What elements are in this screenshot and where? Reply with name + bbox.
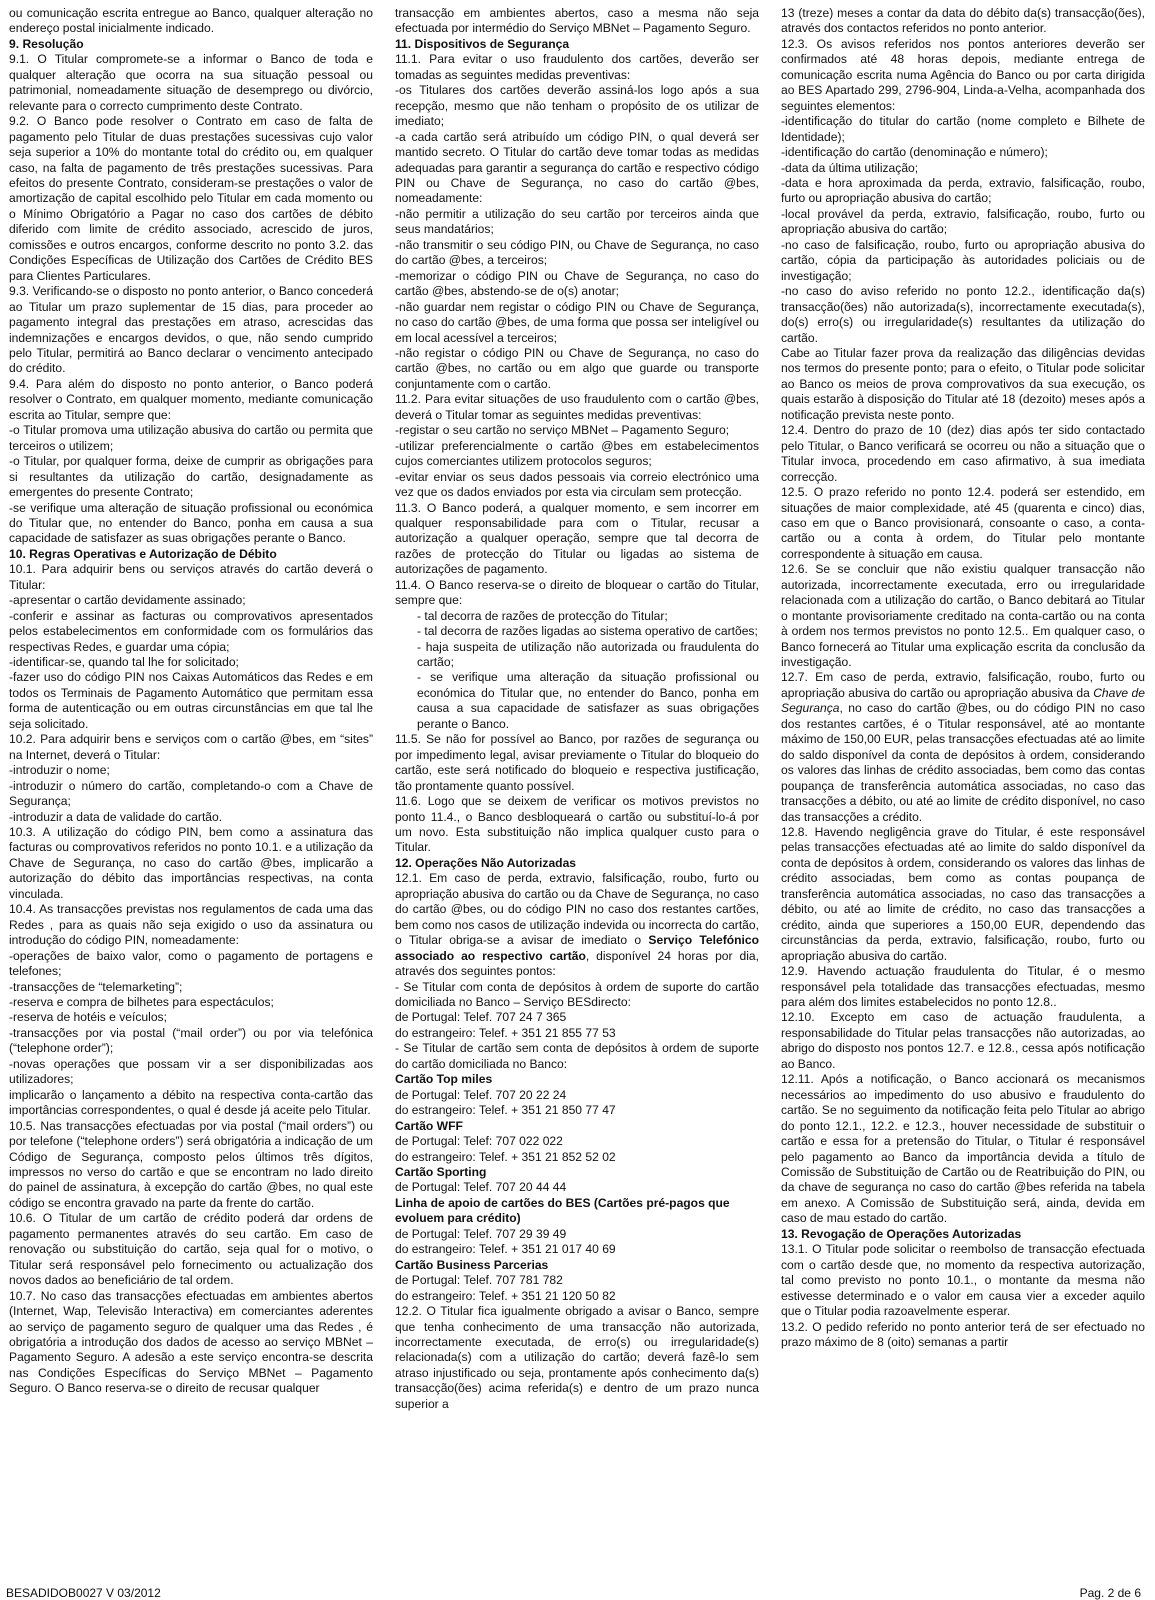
- paragraph: -a cada cartão será atribuído um código PIN, o qual deverá ser mantido secreto. O Titular do cartão deve tomar todas as medidas adequadas para garantir a segurança do cartão e respectivo código PIN ou Chave de Segurança, no caso do cartão @bes, nomeadamente:: [395, 129, 759, 206]
- paragraph: -se verifique uma alteração de situação profissional ou económica do Titular que, no entender do Banco, ponha em causa a sua capacidade de satisfazer as suas obrigações perante o Banco.: [9, 500, 373, 546]
- paragraph: -introduzir o número do cartão, completando-o com a Chave de Segurança;: [9, 778, 373, 809]
- section-heading: 10. Regras Operativas e Autorização de Débito: [9, 546, 277, 561]
- paragraph: [395, 871, 759, 979]
- paragraph: -não permitir a utilização do seu cartão por terceiros ainda que seus mandatários;: [395, 206, 759, 237]
- card-name-heading: Cartão WFF: [395, 1118, 463, 1133]
- paragraph: 9.1. O Titular compromete-se a informar o Banco de toda e qualquer alteração que ocorra na sua situação pessoal ou patrimonial, nomeadamente situação de desemprego ou divórcio, relevante para o correcto cumprimento deste Contrato.: [9, 52, 373, 113]
- document-code: BESADIDOB0027 V 03/2012: [6, 1586, 161, 1600]
- paragraph: -introduzir o nome;: [9, 763, 110, 778]
- paragraph: -identificação do cartão (denominação e número);: [781, 145, 1048, 160]
- paragraph: -não registar o código PIN ou Chave de Segurança, no caso do cartão @bes, no cartão ou em algo que guarde ou transporte conjuntamente com o cartão.: [395, 345, 759, 391]
- paragraph: -transacções de “telemarketing”;: [9, 979, 183, 994]
- paragraph: de Portugal: Telef. 707 20 44 44: [395, 1180, 567, 1195]
- paragraph: 13.1. O Titular pode solicitar o reembolso de transacção efectuada com o cartão desde que, no momento da respectiva autorização, tal como previsto no ponto 10.1., o montante da mesma não estivesse determinado e o valor em causa vier a exceder aquilo que o Titular podia razoavelmente esperar.: [781, 1242, 1145, 1319]
- paragraph: -introduzir a data de validade do cartão.: [9, 809, 223, 824]
- paragraph: do estrangeiro: Telef. + 351 21 850 77 47: [395, 1103, 616, 1118]
- section-heading: 12. Operações Não Autorizadas: [395, 855, 577, 870]
- paragraph: do estrangeiro: Telef. + 351 21 017 40 69: [395, 1242, 616, 1257]
- paragraph: -transacções por via postal (“mail order”) ou por via telefónica (“telephone order”);: [9, 1025, 373, 1056]
- bold-text: Serviço Telefónico associado ao respectivo cartão: [395, 933, 759, 963]
- paragraph: -reserva de hotéis e veículos;: [9, 1010, 167, 1025]
- paragraph: -não transmitir o seu código PIN, ou Chave de Segurança, no caso do cartão @bes, a terceiros;: [395, 237, 759, 268]
- paragraph: Cabe ao Titular fazer prova da realização das diligências devidas nos termos do presente ponto; para o efeito, o Titular pode solicitar ao Banco os meios de prova comprovativos da sua execução, os quais estarão à disposição do Titular até 18 (dezoito) meses após a notificação prevista neste ponto.: [781, 345, 1145, 422]
- paragraph: 10.1. Para adquirir bens ou serviços através do cartão deverá o Titular:: [9, 562, 373, 592]
- paragraph: -o Titular, por qualquer forma, deixe de cumprir as obrigações para si resultantes da utilização do cartão, designadamente as emergentes do presente Contrato;: [9, 454, 373, 500]
- section-heading: 9. Resolução: [9, 36, 84, 51]
- page-number: Pag. 2 de 6: [1079, 1586, 1141, 1600]
- paragraph-text: 12.7. Em caso de perda, extravio, falsificação, roubo, furto ou apropriação abusiva do cartão ou apropriação abusiva da: [781, 670, 1145, 700]
- paragraph: de Portugal: Telef. 707 24 7 365: [395, 1010, 567, 1025]
- paragraph: 12.3. Os avisos referidos nos pontos anteriores deverão ser confirmados até 48 horas depois, mediante entrega de comunicação escrita numa Agência do Banco ou por carta dirigida ao BES Apartado 299, 2796-904, Linda-a-Velha, acompanhada dos seguintes elementos:: [781, 36, 1145, 113]
- paragraph: 11.6. Logo que se deixem de verificar os motivos previstos no ponto 11.4., o Banco desbloqueará o cartão ou substituí-lo-á por um novo. Esta substituição não implica qualquer custo para o Titular.: [395, 794, 759, 855]
- paragraph: -identificar-se, quando tal lhe for solicitado;: [9, 655, 239, 670]
- paragraph: 10.6. O Titular de um cartão de crédito poderá dar ordens de pagamento permanentes através do seu cartão. Em caso de renovação ou substituição do cartão, seja qual for o motivo, o Titular será responsável pelo fornecimento ou actualização dos novos dados ao beneficiário de tal ordem.: [9, 1211, 373, 1288]
- paragraph: do estrangeiro: Telef. + 351 21 852 52 02: [395, 1149, 616, 1164]
- paragraph: -data da última utilização;: [781, 160, 919, 175]
- paragraph: 11.1. Para evitar o uso fraudulento dos cartões, deverão ser tomadas as seguintes medidas preventivas:: [395, 52, 759, 82]
- paragraph: 10.4. As transacções previstas nos regulamentos de cada uma das Redes , para as quais não seja exigido o uso da assinatura ou introdução do código PIN, nomeadamente:: [9, 902, 373, 948]
- emphasis-text: Chave de Segurança: [781, 685, 1145, 716]
- paragraph: -data e hora aproximada da perda, extravio, falsificação, roubo, furto ou apropriação abusiva do cartão;: [781, 175, 1145, 206]
- paragraph: 10.3. A utilização do código PIN, bem como a assinatura das facturas ou comprovativos referidos no ponto 10.1. e a utilização da Chave de Segurança, no caso do cartão @bes, implicarão a autorização do débito das importâncias respectivas, na conta vinculada.: [9, 825, 373, 901]
- paragraph: do estrangeiro: Telef. + 351 21 855 77 53: [395, 1025, 616, 1040]
- paragraph: 9.3. Verificando-se o disposto no ponto anterior, o Banco concederá ao Titular um prazo suplementar de 15 dias, para proceder ao pagamento integral das prestações em atraso, acrescidas das indemnizações e encargos devidos, o que, não sendo cumprido pelo Titular, permitirá ao Banco declarar o vencimento antecipado do crédito.: [9, 284, 373, 376]
- paragraph: - Se Titular de cartão sem conta de depósitos à ordem de suporte do cartão domiciliada no Banco:: [395, 1041, 759, 1071]
- section-heading: 13. Revogação de Operações Autorizadas: [781, 1226, 1022, 1241]
- paragraph: 13 (treze) meses a contar da data do débito da(s) transacção(ões), através dos contactos referidos no ponto anterior.: [781, 6, 1145, 36]
- paragraph: 10.7. No caso das transacções efectuadas em ambientes abertos (Internet, Wap, Televisão Interactiva) em comerciantes aderentes ao serviço de pagamento seguro de qualquer uma das Redes , é obrigatória a introdução dos dados de acesso ao serviço MBNet – Pagamento Seguro. A adesão a este serviço encontra-se descrita nas Condições Específicas do Serviço MBNet – Pagamento Seguro. O Banco reserva-se o direito de recusar qualquer: [9, 1288, 373, 1396]
- paragraph: -no caso de falsificação, roubo, furto ou apropriação abusiva do cartão, cópia da participação às autoridades policiais ou de investigação;: [781, 237, 1145, 283]
- paragraph: -memorizar o código PIN ou Chave de Segurança, no caso do cartão @bes, abstendo-se de o(s) anotar;: [395, 268, 759, 299]
- text-column-left: [9, 6, 373, 1397]
- paragraph: 12.4. Dentro do prazo de 10 (dez) dias após ter sido contactado pelo Titular, o Banco verificará se ocorreu ou não a situação que o Titular invoca, procedendo em caso afirmativo, à sua imediata correcção.: [781, 423, 1145, 484]
- paragraph: 12.11. Após a notificação, o Banco accionará os mecanismos necessários ao impedimento do uso abusivo e fraudulento do cartão. Se no seguimento da notificação feita pelo Titular ao abrigo do ponto 12.1., 12.2. e 12.3., houver necessidade de substituir o cartão e essa for a pretensão do Titular, o Titular é responsável pelo pagamento ao Banco da importância devida a título de Comissão de Substituição de Cartão ou de Reatribuição do PIN, ou da chave de segurança no caso do cartão @bes referida na tabela em anexo. A Comissão de Substituição será, ainda, devida em caso de mau estado do cartão.: [781, 1072, 1145, 1226]
- paragraph: -reserva e compra de bilhetes para espectáculos;: [9, 995, 274, 1009]
- text-column-middle: [395, 6, 759, 1412]
- paragraph: 11.2. Para evitar situações de uso fraudulento com o cartão @bes, deverá o Titular tomar as seguintes medidas preventivas:: [395, 392, 759, 422]
- paragraph: 9.4. Para além do disposto no ponto anterior, o Banco poderá resolver o Contrato, em qualquer momento, mediante comunicação escrita ao Titular, sempre que:: [9, 376, 373, 422]
- card-name-heading: Cartão Top miles: [395, 1072, 493, 1087]
- paragraph: -local provável da perda, extravio, falsificação, roubo, furto ou apropriação abusiva do cartão;: [781, 206, 1145, 237]
- paragraph: -novas operações que possam vir a ser disponibilizadas aos utilizadores;: [9, 1056, 373, 1087]
- paragraph: 12.8. Havendo negligência grave do Titular, é este responsável pelas transacções efectuadas até ao limite do saldo disponível da conta de depósitos à ordem, considerando os valores das linhas de crédito associadas, bem como as contas poupança de transferência automática associadas, no caso das transacções a débito, ou até ao limite de crédito, no caso das transacções a crédito, ainda que superiores a 150,00 EUR, dependendo das circunstâncias da perda, extravio, falsificação, roubo, furto ou apropriação abusiva do cartão.: [781, 825, 1145, 963]
- paragraph: transacção em ambientes abertos, caso a mesma não seja efectuada por intermédio do Serviço MBNet – Pagamento Seguro.: [395, 6, 759, 36]
- indented-item: - haja suspeita de utilização não autorizada ou fraudulenta do cartão;: [417, 639, 759, 670]
- paragraph: ou comunicação escrita entregue ao Banco, qualquer alteração no endereço postal inicialmente indicado.: [9, 6, 373, 36]
- paragraph: de Portugal: Telef. 707 781 782: [395, 1273, 563, 1288]
- paragraph-text: , no caso do cartão @bes, ou do código PIN no caso dos restantes cartões, é o Titular responsável, até ao montante máximo de 150,00 EUR, pelas transacções efectuadas até ao limite do saldo disponível da conta de depósitos à ordem, considerando os valores das linhas de crédito associadas, bem como das contas poupança de transferência automática associadas, no caso das transacções a débito, ou até ao limite de crédito disponível, no caso das transacções a crédito.: [781, 701, 1145, 824]
- paragraph: 10.5. Nas transacções efectuadas por via postal (“mail orders”) ou por telefone (“telephone orders”) será obrigatória a indicação de um Código de Segurança, composto pelos últimos três dígitos, impressos no verso do cartão e que se encontram no lado direito do painel de assinatura, à excepção do cartão @bes, no qual este código se encontra gravado na parte da frente do cartão.: [9, 1118, 373, 1210]
- paragraph: 12.2. O Titular fica igualmente obrigado a avisar o Banco, sempre que tenha conhecimento de uma transacção não autorizada, incorrectamente executada, de erro(s) ou irregularidade(s) relacionada(s) com a utilização do cartão; deverá fazê-lo sem atraso injustificado ou seja, prontamente após conhecimento da(s) transacção(ões) acima referida(s) e dentro de um prazo nunca superior a: [395, 1304, 759, 1411]
- indented-item: - se verifique uma alteração da situação profissional ou económica do Titular que, no entender do Banco, ponha em causa a sua capacidade de satisfazer as suas obrigações perante o Banco.: [417, 670, 759, 731]
- paragraph: -evitar enviar os seus dados pessoais via correio electrónico uma vez que os dados enviados por esta via circulam sem protecção.: [395, 469, 759, 500]
- paragraph: -fazer uso do código PIN nos Caixas Automáticos das Redes e em todos os Terminais de Pagamento Automático que permitam essa forma de autenticação ou em outras circunstâncias em que tal lhe seja solicitado.: [9, 670, 373, 731]
- card-name-heading: Cartão Business Parcerias: [395, 1257, 549, 1272]
- paragraph: -utilizar preferencialmente o cartão @bes em estabelecimentos cujos comerciantes utilizem protocolos seguros;: [395, 438, 759, 469]
- paragraph: de Portugal: Telef. 707 20 22 24: [395, 1087, 567, 1102]
- paragraph: -não guardar nem registar o código PIN ou Chave de Segurança, no caso do cartão @bes, de uma forma que possa ser inteligível ou em local acessível a terceiros;: [395, 299, 759, 345]
- paragraph: -no caso do aviso referido no ponto 12.2., identificação da(s) transacção(ões) não autorizada(s), incorrectamente executada(s), do(s) erro(s) ou irregularidade(s) resultantes da utilização do cartão.: [781, 284, 1145, 345]
- paragraph: 9.2. O Banco pode resolver o Contrato em caso de falta de pagamento pelo Titular de duas prestações sucessivas cujo valor seja superior a 10% do montante total do crédito ou, em qualquer caso, na falta de pagamento de três prestações sucessivas. Para efeitos do presente Contrato, consideram-se prestações o valor de amortização de capital escolhido pelo Titular em cada momento ou o Mínimo Obrigatório a Pagar no caso dos cartões de débito diferido com limite de crédito associado, acrescido de juros, comissões e outros encargos, conforme descrito no ponto 3.2. das Condições Específicas de Utilização dos Cartões de Crédito BES para Clientes Particulares.: [9, 114, 373, 283]
- section-heading: 11. Dispositivos de Segurança: [395, 36, 570, 51]
- paragraph: 13.2. O pedido referido no ponto anterior terá de ser efectuado no prazo máximo de 8 (oito) semanas a partir: [781, 1319, 1145, 1349]
- paragraph: 11.3. O Banco poderá, a qualquer momento, e sem incorrer em qualquer responsabilidade para com o Titular, recusar a autorização a qualquer operação, sempre que tal decorra de razões de protecção do Titular ou ligadas ao sistema de autorizações de pagamento.: [395, 500, 759, 577]
- paragraph: -o Titular promova uma utilização abusiva do cartão ou permita que terceiros o utilizem;: [9, 423, 373, 453]
- paragraph: 11.4. O Banco reserva-se o direito de bloquear o cartão do Titular, sempre que:: [395, 577, 759, 608]
- paragraph: -conferir e assinar as facturas ou comprovativos apresentados pelos estabelecimentos em conformidade com os formulários das respectivas Redes, e guardar uma cópia;: [9, 608, 373, 654]
- paragraph: -os Titulares dos cartões deverão assiná-los logo após a sua recepção, mesmo que não tenham o propósito de os utilizar de imediato;: [395, 83, 759, 129]
- paragraph: 12.9. Havendo actuação fraudulenta do Titular, é o mesmo responsável pela totalidade das transacções efectuadas, mesmo para além dos limites estabelecidos no ponto 12.8..: [781, 964, 1145, 1009]
- paragraph: 11.5. Se não for possível ao Banco, por razões de segurança ou por impedimento legal, avisar previamente o Titular do bloqueio do cartão, este será notificado do bloqueio e respectiva justificação, tão prontamente quanto possível.: [395, 732, 759, 793]
- card-name-heading: Cartão Sporting: [395, 1164, 487, 1179]
- indented-item: - tal decorra de razões de protecção do Titular;: [417, 608, 668, 623]
- text-column-right: [781, 6, 1145, 1350]
- paragraph: do estrangeiro: Telef. + 351 21 120 50 82: [395, 1288, 616, 1303]
- paragraph: de Portugal: Telef. 707 29 39 49: [395, 1226, 567, 1241]
- paragraph: -registar o seu cartão no serviço MBNet – Pagamento Seguro;: [395, 423, 730, 438]
- paragraph: de Portugal: Telef: 707 022 022: [395, 1134, 563, 1149]
- paragraph: 12.10. Excepto em caso de actuação fraudulenta, a responsabilidade do Titular pelas transacções não autorizadas, ao abrigo do disposto nos pontos 12.7. e 12.8., cessa após notificação ao Banco.: [781, 1010, 1145, 1071]
- card-name-heading: Linha de apoio de cartões do BES (Cartões pré-pagos que evoluem para crédito): [395, 1195, 730, 1226]
- paragraph-text: 12.1. Em caso de perda, extravio, falsificação, roubo, furto ou apropriação abusiva do cartão ou da Chave de Segurança, no caso do cartão @bes, ou do código PIN no caso dos restantes cartões, bem como nos casos de utilização indevida ou incorrecta do cartão, o Titular obriga-se a avisar de imediato o: [395, 871, 759, 948]
- paragraph: [781, 670, 1145, 825]
- paragraph: 10.2. Para adquirir bens e serviços com o cartão @bes, em “sites” na Internet, deverá o Titular:: [9, 732, 373, 762]
- paragraph: -operações de baixo valor, como o pagamento de portagens e telefones;: [9, 948, 373, 979]
- indented-item: - tal decorra de razões ligadas ao sistema operativo de cartões;: [417, 624, 758, 639]
- paragraph: -identificação do titular do cartão (nome completo e Bilhete de Identidade);: [781, 114, 1145, 144]
- paragraph: 12.5. O prazo referido no ponto 12.4. poderá ser estendido, em situações de maior complexidade, até 45 (quarenta e cinco) dias, caso em que o Banco provisionará, consoante o caso, a conta-cartão ou a conta à ordem, do Titular pelo montante correspondente à situação em causa.: [781, 485, 1145, 561]
- paragraph: - Se Titular com conta de depósitos à ordem de suporte do cartão domiciliada no Banco – Serviço BESdirecto:: [395, 979, 759, 1009]
- paragraph: 12.6. Se se concluir que não existiu qualquer transacção não autorizada, incorrectamente executada, erro ou irregularidade relacionada com a utilização do cartão, o Banco debitará ao Titular o montante provisoriamente creditado na conta-cartão ou na conta à ordem nos termos previstos no ponto 12.5.. Em qualquer caso, o Banco fornecerá ao Titular uma explicação escrita da conclusão da investigação.: [781, 562, 1145, 670]
- paragraph: implicarão o lançamento a débito na respectiva conta-cartão das importâncias correspondentes, o qual é desde já aceite pelo Titular.: [9, 1087, 373, 1118]
- paragraph: -apresentar o cartão devidamente assinado;: [9, 593, 246, 608]
- paragraph-text: , disponível 24 horas por dia, através dos seguintes pontos:: [395, 948, 759, 979]
